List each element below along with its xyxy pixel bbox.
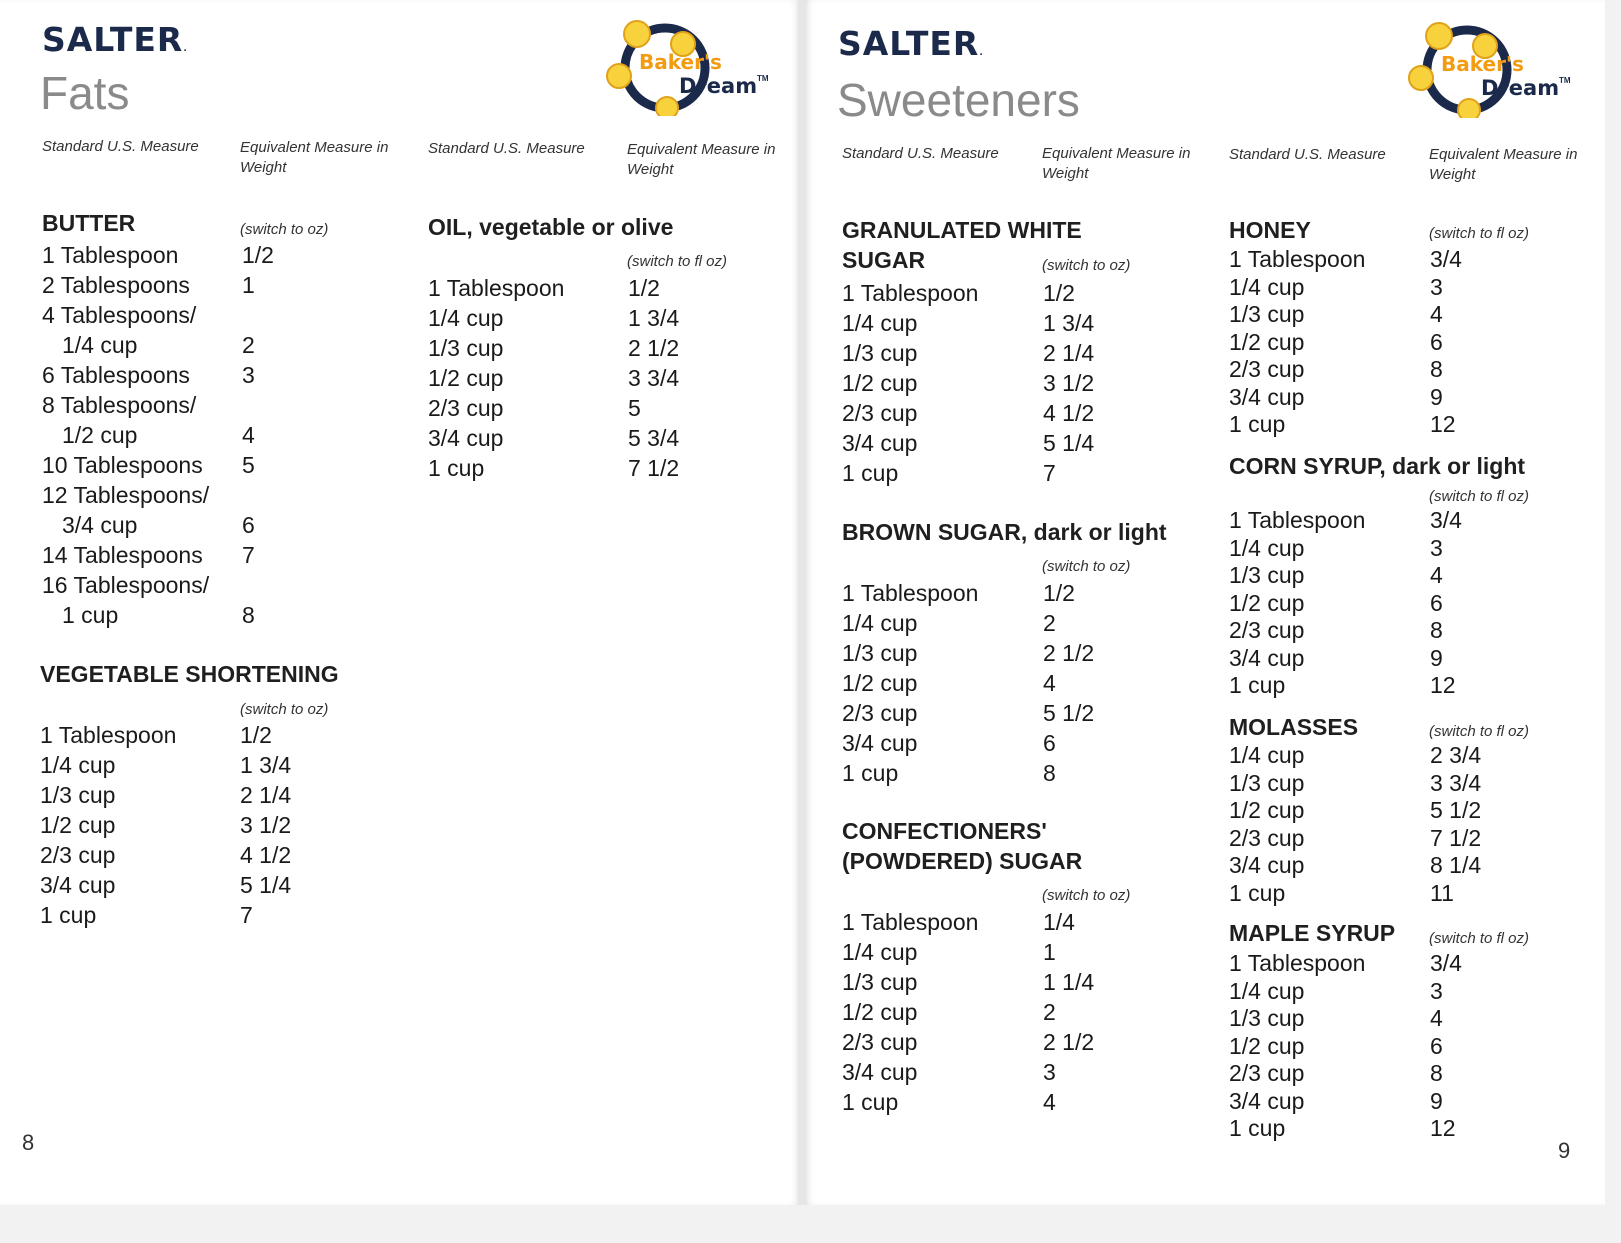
standard-measure: 2/3 cup — [40, 842, 116, 868]
weight-value: 4 1/2 — [1043, 400, 1095, 426]
weight-value: 3 3/4 — [1430, 769, 1482, 796]
weight-value: 6 — [242, 512, 255, 538]
weight-value: 8 — [1430, 1060, 1443, 1086]
standard-measure: 1 cup — [1229, 879, 1286, 906]
standard-measure: 1/2 cup — [1229, 797, 1305, 823]
weight-value: 2 1/2 — [628, 335, 680, 361]
category-vegetable-shortening: VEGETABLE SHORTENING — [40, 661, 339, 687]
standard-measure: 1 Tablespoon — [42, 242, 179, 268]
col-head-equivalent-2: Equivalent Measure in Weight — [1429, 146, 1578, 183]
brand-logo: SALTER. — [42, 20, 188, 59]
weight-value: 3 — [1430, 273, 1443, 300]
weight-value: 4 — [242, 422, 255, 448]
category-confectioners-sugar: CONFECTIONERS' — [842, 818, 1047, 844]
weight-value: 7 1/2 — [628, 455, 680, 481]
standard-measure: 1/3 cup — [40, 782, 116, 808]
weight-value: 3 — [1430, 977, 1443, 1004]
weight-value: 6 — [1430, 1032, 1443, 1059]
left-page — [0, 0, 800, 1205]
standard-measure: 4 Tablespoons/ — [42, 302, 197, 328]
standard-measure: 3/4 cup — [1229, 644, 1305, 671]
standard-measure: 1/3 cup — [1229, 769, 1305, 796]
brand-text: SALTER — [42, 20, 184, 59]
standard-measure: 2/3 cup — [1229, 617, 1305, 643]
weight-value: 3/4 — [1430, 246, 1462, 272]
standard-measure: 1 cup — [1229, 411, 1286, 437]
weight-value: 4 1/2 — [240, 842, 292, 868]
page-title: Sweeteners — [837, 74, 1080, 126]
weight-value: 6 — [1430, 589, 1443, 616]
weight-value: 4 — [1043, 670, 1056, 696]
standard-measure: 1 Tablespoon — [1229, 507, 1366, 533]
standard-measure: 1/3 cup — [842, 640, 918, 666]
weight-value: 2 — [1043, 610, 1056, 636]
standard-measure: 10 Tablespoons — [42, 452, 203, 478]
weight-value: 1 — [242, 272, 255, 298]
weight-value: 5 1/2 — [1430, 797, 1482, 823]
logo-trademark: TM — [1559, 76, 1571, 85]
standard-measure: 1/3 cup — [1229, 301, 1305, 327]
weight-value: 1 3/4 — [1043, 310, 1095, 336]
weight-value: 9 — [1430, 383, 1443, 410]
unit-switch-oil: (switch to fl oz) — [627, 253, 728, 270]
weight-value: 1/2 — [628, 275, 660, 301]
weight-value: 1 3/4 — [240, 752, 292, 778]
standard-measure: 3/4 cup — [40, 872, 116, 898]
standard-measure: 1/4 cup — [1229, 742, 1305, 768]
standard-measure: 1 Tablespoon — [40, 722, 177, 748]
standard-measure: 1/2 cup — [842, 370, 918, 396]
standard-measure: 1 cup — [1229, 672, 1286, 698]
weight-value: 2 — [1043, 999, 1056, 1025]
col-head-equivalent-1: Equivalent Measure in Weight — [1042, 145, 1191, 182]
standard-measure: 1/2 cup — [1229, 328, 1305, 355]
col-head-standard-2: Standard U.S. Measure — [1229, 146, 1386, 163]
weight-value: 2 1/4 — [1043, 340, 1095, 366]
standard-measure: 3/4 cup — [842, 1059, 918, 1085]
weight-value: 8 — [1430, 617, 1443, 643]
standard-measure: 1/3 cup — [1229, 1005, 1305, 1031]
unit-switch-maple: (switch to fl oz) — [1429, 930, 1530, 947]
weight-value: 1/2 — [1043, 580, 1075, 606]
weight-value: 9 — [1430, 1087, 1443, 1114]
col-head-equivalent-2: Equivalent Measure in Weight — [627, 141, 776, 178]
weight-value: 5 3/4 — [628, 425, 680, 451]
weight-value: 8 1/4 — [1430, 852, 1482, 878]
category-confectioners-sugar-line2: (POWDERED) SUGAR — [842, 848, 1083, 874]
logo-bakers-text: Baker's — [1441, 52, 1524, 76]
weight-value: 2 — [242, 332, 255, 358]
logo-trademark: TM — [757, 74, 769, 83]
col-head-equivalent-1: Equivalent Measure in Weight — [240, 139, 389, 176]
standard-measure: 1/4 cup — [62, 332, 138, 358]
weight-value: 7 — [1043, 460, 1056, 486]
standard-measure: 1 cup — [842, 760, 899, 786]
weight-value: 4 — [1430, 562, 1443, 588]
weight-value: 7 — [242, 542, 255, 568]
weight-value: 12 — [1430, 411, 1456, 437]
weight-value: 5 1/4 — [240, 872, 292, 898]
standard-measure: 1/2 cup — [1229, 1032, 1305, 1059]
standard-measure: 12 Tablespoons/ — [42, 482, 210, 508]
bakers-dream-logo — [605, 16, 775, 116]
weight-value: 8 — [242, 602, 255, 628]
standard-measure: 3/4 cup — [1229, 1087, 1305, 1114]
unit-switch-confectioners: (switch to oz) — [1042, 887, 1131, 904]
standard-measure: 1/4 cup — [40, 752, 116, 778]
standard-measure: 3/4 cup — [428, 425, 504, 451]
standard-measure: 2/3 cup — [842, 700, 918, 726]
weight-value: 2 1/4 — [240, 782, 292, 808]
logo-bakers-text: Baker's — [639, 50, 722, 74]
bakers-dream-logo — [1407, 18, 1577, 118]
logo-dream-text: Dream — [1481, 76, 1560, 100]
standard-measure: 2/3 cup — [1229, 356, 1305, 382]
page-title: Fats — [40, 67, 130, 119]
weight-value: 2 3/4 — [1430, 742, 1482, 768]
standard-measure: 1/2 cup — [428, 365, 504, 391]
unit-switch-brown: (switch to oz) — [1042, 558, 1131, 575]
weight-value: 2 1/2 — [1043, 1029, 1095, 1055]
weight-value: 4 — [1430, 301, 1443, 327]
weight-value: 5 1/4 — [1043, 430, 1095, 456]
standard-measure: 3/4 cup — [1229, 383, 1305, 410]
weight-value: 1/2 — [1043, 280, 1075, 306]
standard-measure: 1 Tablespoon — [842, 580, 979, 606]
standard-measure: 3/4 cup — [62, 512, 138, 538]
logo-dream-text: Dream — [679, 74, 758, 98]
weight-value: 3/4 — [1430, 950, 1462, 976]
standard-measure: 1/2 cup — [40, 812, 116, 838]
weight-value: 5 1/2 — [1043, 700, 1095, 726]
standard-measure: 14 Tablespoons — [42, 542, 203, 568]
weight-value: 3 1/2 — [1043, 370, 1095, 396]
weight-value: 6 — [1043, 730, 1056, 756]
standard-measure: 1/3 cup — [1229, 562, 1305, 588]
standard-measure: 3/4 cup — [1229, 852, 1305, 878]
col-head-standard-2: Standard U.S. Measure — [428, 140, 585, 157]
col-head-standard-1: Standard U.S. Measure — [842, 145, 999, 162]
weight-value: 5 — [628, 395, 641, 421]
standard-measure: 1/4 cup — [1229, 273, 1305, 300]
weight-value: 3/4 — [1430, 507, 1462, 533]
standard-measure: 2 Tablespoons — [42, 272, 190, 298]
weight-value: 8 — [1043, 760, 1056, 786]
weight-value: 9 — [1430, 644, 1443, 671]
standard-measure: 2/3 cup — [842, 1029, 918, 1055]
standard-measure: 1/4 cup — [842, 610, 918, 636]
unit-switch-butter: (switch to oz) — [240, 221, 329, 238]
unit-switch-molasses: (switch to fl oz) — [1429, 723, 1530, 740]
weight-value: 12 — [1430, 1115, 1456, 1141]
weight-value: 1/2 — [240, 722, 272, 748]
standard-measure: 2/3 cup — [842, 400, 918, 426]
standard-measure: 1/2 cup — [842, 999, 918, 1025]
standard-measure: 6 Tablespoons — [42, 362, 190, 388]
right-page — [805, 0, 1605, 1205]
category-maple-syrup: MAPLE SYRUP — [1229, 920, 1396, 946]
weight-value: 3 — [1430, 534, 1443, 561]
category-molasses: MOLASSES — [1229, 714, 1359, 740]
weight-value: 11 — [1430, 879, 1454, 906]
standard-measure: 1 cup — [62, 602, 119, 628]
category-oil: OIL, vegetable or olive — [428, 214, 674, 240]
category-granulated-sugar: GRANULATED WHITE — [842, 217, 1082, 243]
standard-measure: 1 Tablespoon — [842, 909, 979, 935]
standard-measure: 8 Tablespoons/ — [42, 392, 197, 418]
weight-value: 1/2 — [242, 242, 274, 268]
standard-measure: 1 cup — [40, 902, 97, 928]
weight-value: 5 — [242, 452, 255, 478]
standard-measure: 1/2 cup — [842, 670, 918, 696]
unit-switch-shortening: (switch to oz) — [240, 701, 329, 718]
category-brown-sugar: BROWN SUGAR, dark or light — [842, 519, 1167, 545]
weight-value: 4 — [1043, 1089, 1056, 1115]
standard-measure: 1/3 cup — [842, 969, 918, 995]
weight-value: 1/4 — [1043, 909, 1075, 935]
weight-value: 6 — [1430, 328, 1443, 355]
weight-value: 12 — [1430, 672, 1456, 698]
standard-measure: 2/3 cup — [1229, 824, 1305, 851]
unit-switch-granulated: (switch to oz) — [1042, 257, 1131, 274]
weight-value: 3 3/4 — [628, 365, 680, 391]
standard-measure: 2/3 cup — [1229, 1060, 1305, 1086]
col-head-standard-1: Standard U.S. Measure — [42, 138, 199, 155]
standard-measure: 2/3 cup — [428, 395, 504, 421]
category-granulated-sugar-line2: SUGAR — [842, 247, 926, 273]
weight-value: 3 1/2 — [240, 812, 292, 838]
standard-measure: 1/4 cup — [1229, 977, 1305, 1004]
standard-measure: 1/2 cup — [1229, 589, 1305, 616]
category-honey: HONEY — [1229, 217, 1311, 243]
standard-measure: 1/3 cup — [842, 340, 918, 366]
standard-measure: 1 Tablespoon — [428, 275, 565, 301]
standard-measure: 1 cup — [428, 455, 485, 481]
category-corn-syrup: CORN SYRUP, dark or light — [1229, 453, 1526, 479]
standard-measure: 3/4 cup — [842, 730, 918, 756]
category-butter: BUTTER — [42, 210, 136, 236]
standard-measure: 1/3 cup — [428, 335, 504, 361]
standard-measure: 1 cup — [842, 460, 899, 486]
weight-value: 4 — [1430, 1005, 1443, 1031]
standard-measure: 1 cup — [1229, 1115, 1286, 1141]
weight-value: 8 — [1430, 356, 1443, 382]
unit-switch-corn: (switch to fl oz) — [1429, 488, 1530, 505]
standard-measure: 1 Tablespoon — [1229, 246, 1366, 272]
standard-measure: 16 Tablespoons/ — [42, 572, 210, 598]
standard-measure: 1/4 cup — [842, 939, 918, 965]
standard-measure: 3/4 cup — [842, 430, 918, 456]
weight-value: 7 1/2 — [1430, 824, 1482, 851]
brand-logo: SALTER. — [838, 24, 984, 63]
weight-value: 1 — [1043, 939, 1056, 965]
standard-measure: 1/4 cup — [428, 305, 504, 331]
page-number: 9 — [1558, 1138, 1571, 1163]
weight-value: 3 — [1043, 1059, 1056, 1085]
standard-measure: 1 Tablespoon — [1229, 950, 1366, 976]
weight-value: 1 1/4 — [1043, 969, 1095, 995]
brand-text: SALTER — [838, 24, 980, 63]
weight-value: 1 3/4 — [628, 305, 680, 331]
weight-value: 7 — [240, 902, 253, 928]
unit-switch-honey: (switch to fl oz) — [1429, 225, 1530, 242]
weight-value: 3 — [242, 362, 255, 388]
standard-measure: 1 Tablespoon — [842, 280, 979, 306]
standard-measure: 1/4 cup — [1229, 534, 1305, 561]
standard-measure: 1 cup — [842, 1089, 899, 1115]
page-number: 8 — [22, 1130, 35, 1155]
weight-value: 2 1/2 — [1043, 640, 1095, 666]
standard-measure: 1/4 cup — [842, 310, 918, 336]
standard-measure: 1/2 cup — [62, 422, 138, 448]
